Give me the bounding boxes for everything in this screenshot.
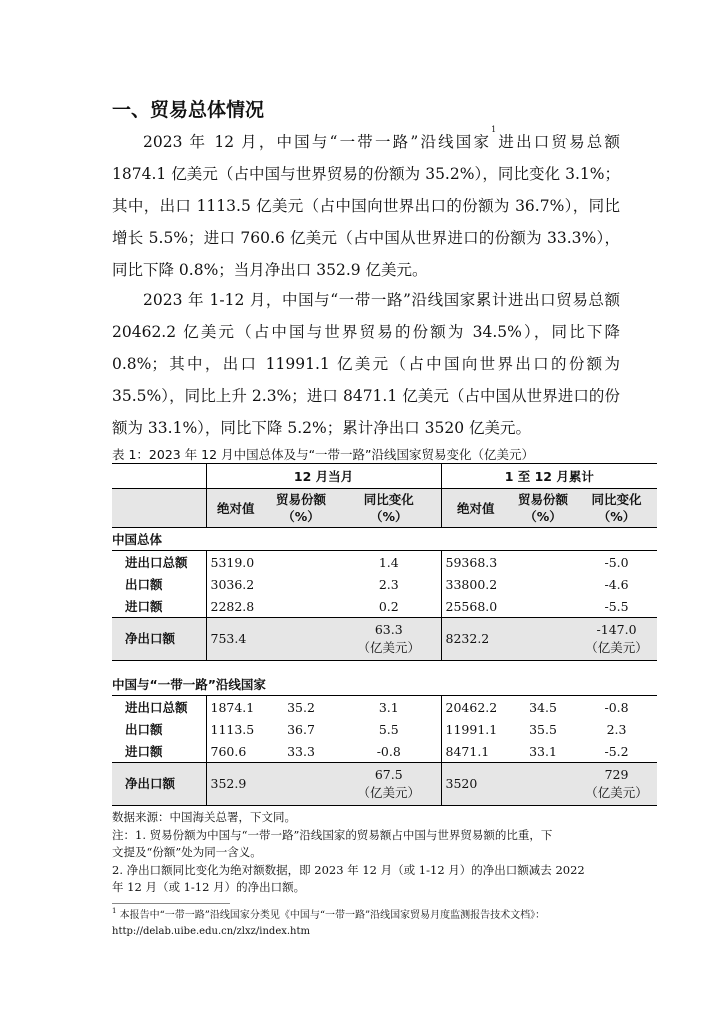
cell-cum-abs: 20462.2: [441, 696, 510, 719]
note-1: 注：1. 贸易份额为中国与“一带一路”沿线国家的贸易额占中国与世界贸易额的比重，下: [112, 827, 553, 842]
data-source: 数据来源：中国海关总署，下文同。: [112, 810, 296, 824]
cell-cum-yoy: -5.2: [604, 743, 629, 759]
section-title: 中国总体: [112, 532, 163, 547]
table-row: [112, 696, 657, 719]
table-caption: 表 1：2023 年 12 月中国总体及与“一带一路”沿线国家贸易变化（亿美元）: [112, 447, 535, 462]
cell-month-abs: 3036.2: [206, 573, 265, 595]
cell-cum-share: [510, 573, 576, 595]
cell-month-yoy: 3.1: [378, 699, 399, 715]
cell-cum-share: 35.5: [529, 721, 557, 737]
note-1-continued: 文提及“份额”处为同一含义。: [112, 845, 262, 859]
cell-month-yoy: 2.3: [378, 576, 399, 592]
row-label: 净出口额: [112, 618, 206, 661]
cell-cum-abs: 33800.2: [441, 573, 510, 595]
cell-cum-abs: 8471.1: [441, 740, 510, 763]
table-row: [112, 573, 657, 595]
paragraph-text: 2023 年 12 月，中国与“一带一路”沿线国家: [143, 133, 492, 151]
footnote-divider: [112, 903, 230, 904]
column-header-absolute: 绝对值: [441, 489, 510, 528]
cell-month-share: 33.3: [287, 743, 315, 759]
section-header-row: [112, 673, 657, 696]
cell-month-abs: 352.9: [206, 763, 265, 806]
trade-table: [112, 463, 657, 806]
cell-month-abs: 5319.0: [206, 551, 265, 574]
cell-month-abs: 1874.1: [206, 696, 265, 719]
cell-cum-yoy: -5.0: [576, 551, 657, 574]
cell-month-share: 36.7: [287, 721, 315, 737]
note-2-continued: 年 12 月（或 1-12 月）的净出口额。: [112, 880, 306, 894]
table-row: [112, 595, 657, 618]
footnote: [112, 908, 652, 940]
row-label: 进出口总额: [112, 551, 206, 574]
cell-cum-yoy: -5.5: [604, 598, 629, 614]
column-header-share: 贸易份额 （%）: [510, 489, 576, 528]
cell-cum-share: [510, 595, 576, 618]
cell-month-share: 35.2: [287, 699, 315, 715]
cell-month-yoy: 0.2: [378, 598, 399, 614]
column-header-yoy: 同比变化 （%）: [576, 489, 657, 528]
section-title: 中国与“一带一路”沿线国家: [112, 673, 657, 696]
row-label: 进口额: [125, 744, 163, 759]
row-label: 进口额: [125, 599, 163, 614]
note-2: 2. 净出口额同比变化为绝对额数据，即 2023 年 12 月（或 1-12 月）的净出口额减去 2022: [112, 862, 585, 877]
group-header-cumulative: 1 至 12 月累计: [441, 464, 657, 489]
cell-cum-abs: 3520: [441, 763, 510, 806]
cell-cum-yoy: -0.8: [604, 699, 629, 715]
row-label: 出口额: [125, 577, 163, 592]
net-export-row: [112, 763, 657, 806]
cell-cum-abs: 8232.2: [441, 618, 510, 661]
cell-cum-share: [510, 551, 576, 574]
section-heading: 一、贸易总体情况: [112, 99, 265, 121]
column-header-share: 贸易份额 （%）: [265, 489, 337, 528]
cell-month-abs: 760.6: [206, 740, 265, 763]
footnote-url[interactable]: http://delab.uibe.edu.cn/zlxz/index.htm: [112, 926, 310, 937]
row-label: 净出口额: [112, 763, 206, 806]
cell-cum-yoy: 2.3: [606, 721, 627, 737]
cell-cum-abs: 25568.0: [441, 595, 510, 618]
cell-cum-yoy: -147.0 （亿美元）: [576, 618, 657, 661]
cell-month-share: [265, 595, 337, 618]
paragraph-text: 进出口贸易总额 1874.1 亿美元（占中国与世界贸易的份额为 35.2%），同比变化 3.1%；其中，出口 1113.5 亿美元（占中国向世界出口的份额为 36.7%），同比增长 5.5%；进口 760.6 亿美元（占中国从世界进口的份额为 33.3%），同比下降 0.8%；当月净出口 352.9 亿美元。: [112, 133, 620, 279]
cell-month-yoy: 67.5 （亿美元）: [337, 763, 441, 806]
cell-month-yoy: 63.3 （亿美元）: [337, 618, 441, 661]
cell-cum-share: 33.1: [529, 743, 557, 759]
cell-month-abs: 2282.8: [206, 595, 265, 618]
table-row: [112, 740, 657, 763]
table-group-header: [112, 464, 657, 489]
section-header-row: [112, 528, 657, 551]
cell-month-yoy: 1.4: [337, 551, 441, 574]
table-row: [112, 551, 657, 574]
cell-cum-abs: 11991.1: [441, 718, 510, 740]
footnote-text: 本报告中“一带一路”沿线国家分类见《中国与“一带一路”沿线国家贸易月度监测报告技术文档》：: [116, 910, 546, 921]
cell-month-share: [265, 573, 337, 595]
net-export-row: [112, 618, 657, 661]
cell-cum-abs: 59368.3: [441, 551, 510, 574]
cell-month-share: [265, 551, 337, 574]
table-notes: [112, 809, 632, 897]
cell-month-abs: 1113.5: [206, 718, 265, 740]
footnote-mark: 1: [112, 907, 117, 915]
row-label: 进出口总额: [125, 700, 188, 715]
cell-month-yoy: 5.5: [378, 721, 399, 737]
cell-cum-yoy: 729 （亿美元）: [576, 763, 657, 806]
column-header-absolute: 绝对值: [206, 489, 265, 528]
cell-month-yoy: -0.8: [376, 743, 401, 759]
group-header-month: 12 月当月: [206, 464, 441, 489]
table-column-header: [112, 489, 657, 528]
row-label: 出口额: [125, 722, 163, 737]
column-header-yoy: 同比变化 （%）: [337, 489, 441, 528]
footnote-reference: 1: [491, 125, 497, 134]
cell-cum-yoy: -4.6: [604, 576, 629, 592]
cell-month-abs: 753.4: [206, 618, 265, 661]
table-row: [112, 718, 657, 740]
paragraph-monthly-summary: [112, 126, 620, 286]
paragraph-cumulative-summary: 2023 年 1-12 月，中国与“一带一路”沿线国家累计进出口贸易总额 20462.2 亿美元（占中国与世界贸易的份额为 34.5%），同比下降 0.8%；其中，出口 11991.1 亿美元（占中国向世界出口的份额为 35.5%），同比上升 2.3%；进口 8471.1 亿美元（占中国从世界进口的份额为 33.1%），同比下降 5.2%；累计净出口 3520 亿美元。: [112, 291, 620, 437]
cell-cum-share: 34.5: [529, 699, 557, 715]
